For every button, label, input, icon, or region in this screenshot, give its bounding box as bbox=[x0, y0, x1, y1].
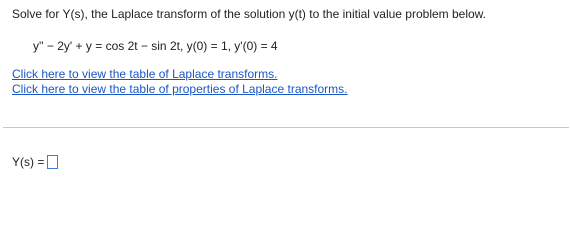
answer-label: Y(s) = bbox=[12, 155, 45, 169]
laplace-transforms-table-link[interactable]: Click here to view the table of Laplace transforms. bbox=[12, 67, 278, 81]
section-divider bbox=[3, 127, 569, 128]
answer-input[interactable] bbox=[47, 155, 58, 169]
answer-row bbox=[12, 155, 58, 169]
laplace-properties-table-link[interactable]: Click here to view the table of properties of Laplace transforms. bbox=[12, 82, 348, 96]
problem-equation: y'' − 2y' + y = cos 2t − sin 2t, y(0) = 1, y'(0) = 4 bbox=[33, 39, 278, 53]
problem-prompt: Solve for Y(s), the Laplace transform of the solution y(t) to the initial value problem below. bbox=[12, 7, 487, 21]
